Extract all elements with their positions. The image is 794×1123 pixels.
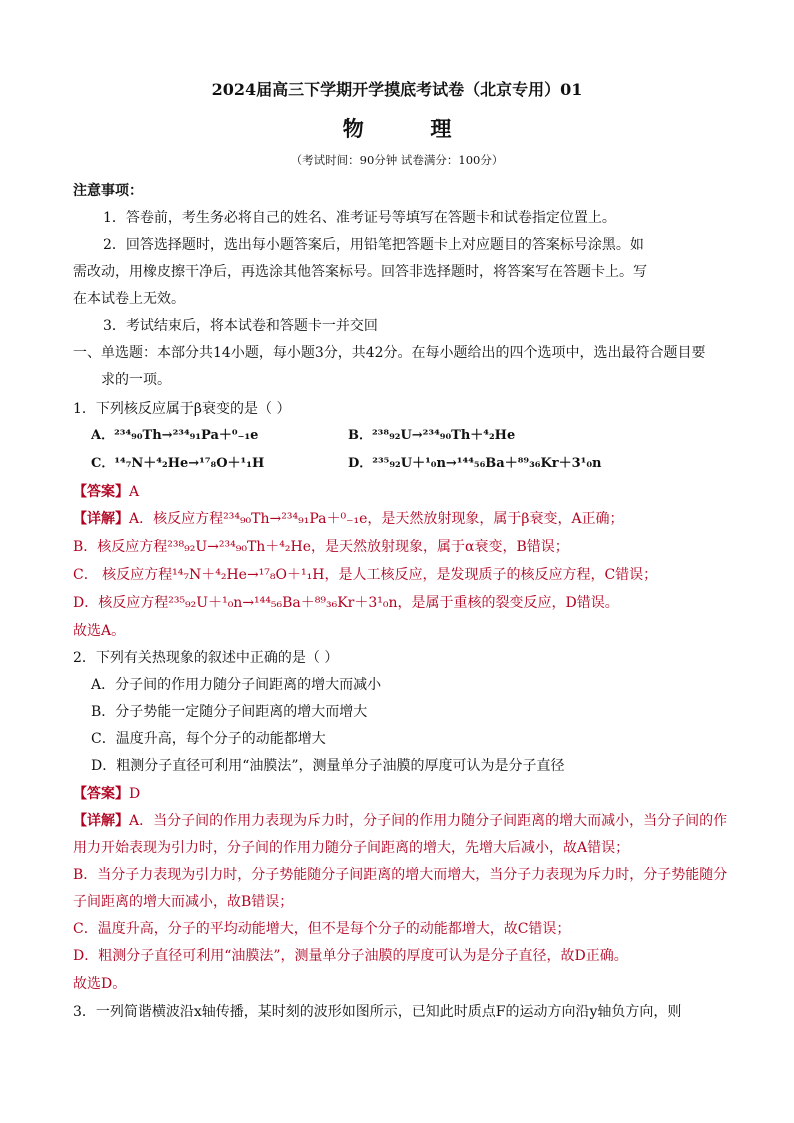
q1-option-c: C．¹⁴₇N＋⁴₂He→¹⁷₈O＋¹₁H (91, 456, 265, 471)
q1-stem: 1．下列核反应属于β衰变的是（ ） (73, 401, 291, 417)
note-2-line-2: 需改动，用橡皮擦干净后，再选涂其他答案标号。回答非选择题时，将答案写在答题卡上。写 (73, 264, 647, 280)
answer-tag: 【答案】 (73, 786, 129, 802)
q2-detail-b-line-1: B．当分子力表现为引力时，分子势能随分子间距离的增大而增大，当分子力表现为斥力时，分子势能随分 (73, 867, 728, 883)
detail-text: A．核反应方程²³⁴₉₀Th→²³⁴₉₁Pa＋⁰₋₁e，是天然放射现象，属于β衰变，A正确； (129, 511, 624, 527)
q2-option-b: B．分子势能一定随分子间距离的增大而增大 (91, 704, 368, 720)
q1-option-d: D．²³⁵₉₂U＋¹₀n→¹⁴⁴₅₆Ba＋⁸⁹₃₆Kr＋3¹₀n (348, 456, 602, 471)
note-2-line-3: 在本试卷上无效。 (73, 291, 185, 307)
q3-stem: 3．一列简谐横波沿x轴传播，某时刻的波形如图所示，已知此时质点F的运动方向沿y轴负方向，则 (73, 1004, 682, 1020)
q2-answer (73, 784, 724, 804)
q2-detail-d: D．粗测分子直径可利用“油膜法”，测量单分子油膜的厚度可认为是分子直径，故D正确。 (73, 948, 628, 964)
q2-detail-b-line-2: 子间距离的增大而减小，故B错误； (73, 894, 294, 910)
note-1: 1．答卷前，考生务必将自己的姓名、准考证号等填写在答题卡和试卷指定位置上。 (103, 210, 616, 226)
q1-answer (73, 482, 724, 502)
q1-option-b: B．²³⁸₉₂U→²³⁴₉₀Th＋⁴₂He (348, 428, 516, 443)
q2-stem: 2．下列有关热现象的叙述中正确的是（ ） (73, 650, 339, 666)
subject-char-2: 理 (430, 116, 452, 141)
q1-option-a: A．²³⁴₉₀Th→²³⁴₉₁Pa＋⁰₋₁e (91, 428, 259, 443)
q1-detail-b: B．核反应方程²³⁸₉₂U→²³⁴₉₀Th＋⁴₂He，是天然放射现象，属于α衰变，B错误； (73, 539, 569, 555)
note-2-line-1: 2．回答选择题时，选出每小题答案后，用铅笔把答题卡上对应题目的答案标号涂黑。如 (103, 237, 644, 253)
answer-tag: 【答案】 (73, 484, 129, 500)
detail-tag: 【详解】 (73, 813, 129, 829)
exam-title: 2024届高三下学期开学摸底考试卷（北京专用）01 (211, 80, 583, 99)
answer-value: A (129, 484, 140, 500)
q2-option-d: D．粗测分子直径可利用“油膜法”，测量单分子油膜的厚度可认为是分子直径 (91, 758, 565, 774)
section-heading-line-2: 求的一项。 (101, 372, 171, 388)
q2-conclusion: 故选D。 (73, 976, 127, 992)
section-heading-line-1: 一、单选题：本部分共14小题，每小题3分，共42分。在每小题给出的四个选项中，选出最符合题目要 (73, 345, 706, 361)
answer-value: D (129, 786, 141, 802)
q2-option-c: C．温度升高，每个分子的动能都增大 (91, 731, 326, 747)
q1-conclusion: 故选A。 (73, 623, 126, 639)
subject-char-1: 物 (342, 116, 364, 141)
q1-detail-d: D．核反应方程²³⁵₉₂U＋¹₀n→¹⁴⁴₅₆Ba＋⁸⁹₃₆Kr＋3¹₀n，是属于重核的裂变反应，D错误。 (73, 595, 619, 611)
q1-detail-a (73, 509, 724, 529)
q1-detail-c: C． 核反应方程¹⁴₇N＋⁴₂He→¹⁷₈O＋¹₁H，是人工核反应，是发现质子的核反应方程，C错误； (73, 567, 658, 583)
detail-tag: 【详解】 (73, 511, 129, 527)
q2-detail-a-line-2: 用力开始表现为引力时，分子间的作用力随分子间距离的增大，先增大后减小，故A错误； (73, 840, 630, 856)
subject-heading (0, 113, 794, 143)
note-3: 3．考试结束后，将本试卷和答题卡一并交回 (103, 318, 378, 334)
detail-text: A．当分子间的作用力表现为斥力时，分子间的作用力随分子间距离的增大而减小，当分子间的作 (129, 813, 728, 829)
q2-detail-a-line-1 (73, 811, 728, 831)
q2-detail-c: C．温度升高，分子的平均动能增大，但不是每个分子的动能都增大，故C错误； (73, 921, 571, 937)
notes-heading: 注意事项： (73, 183, 143, 199)
exam-meta: （考试时间：90分钟 试卷满分：100分） (290, 153, 504, 167)
q2-option-a: A．分子间的作用力随分子间距离的增大而减小 (91, 677, 382, 693)
